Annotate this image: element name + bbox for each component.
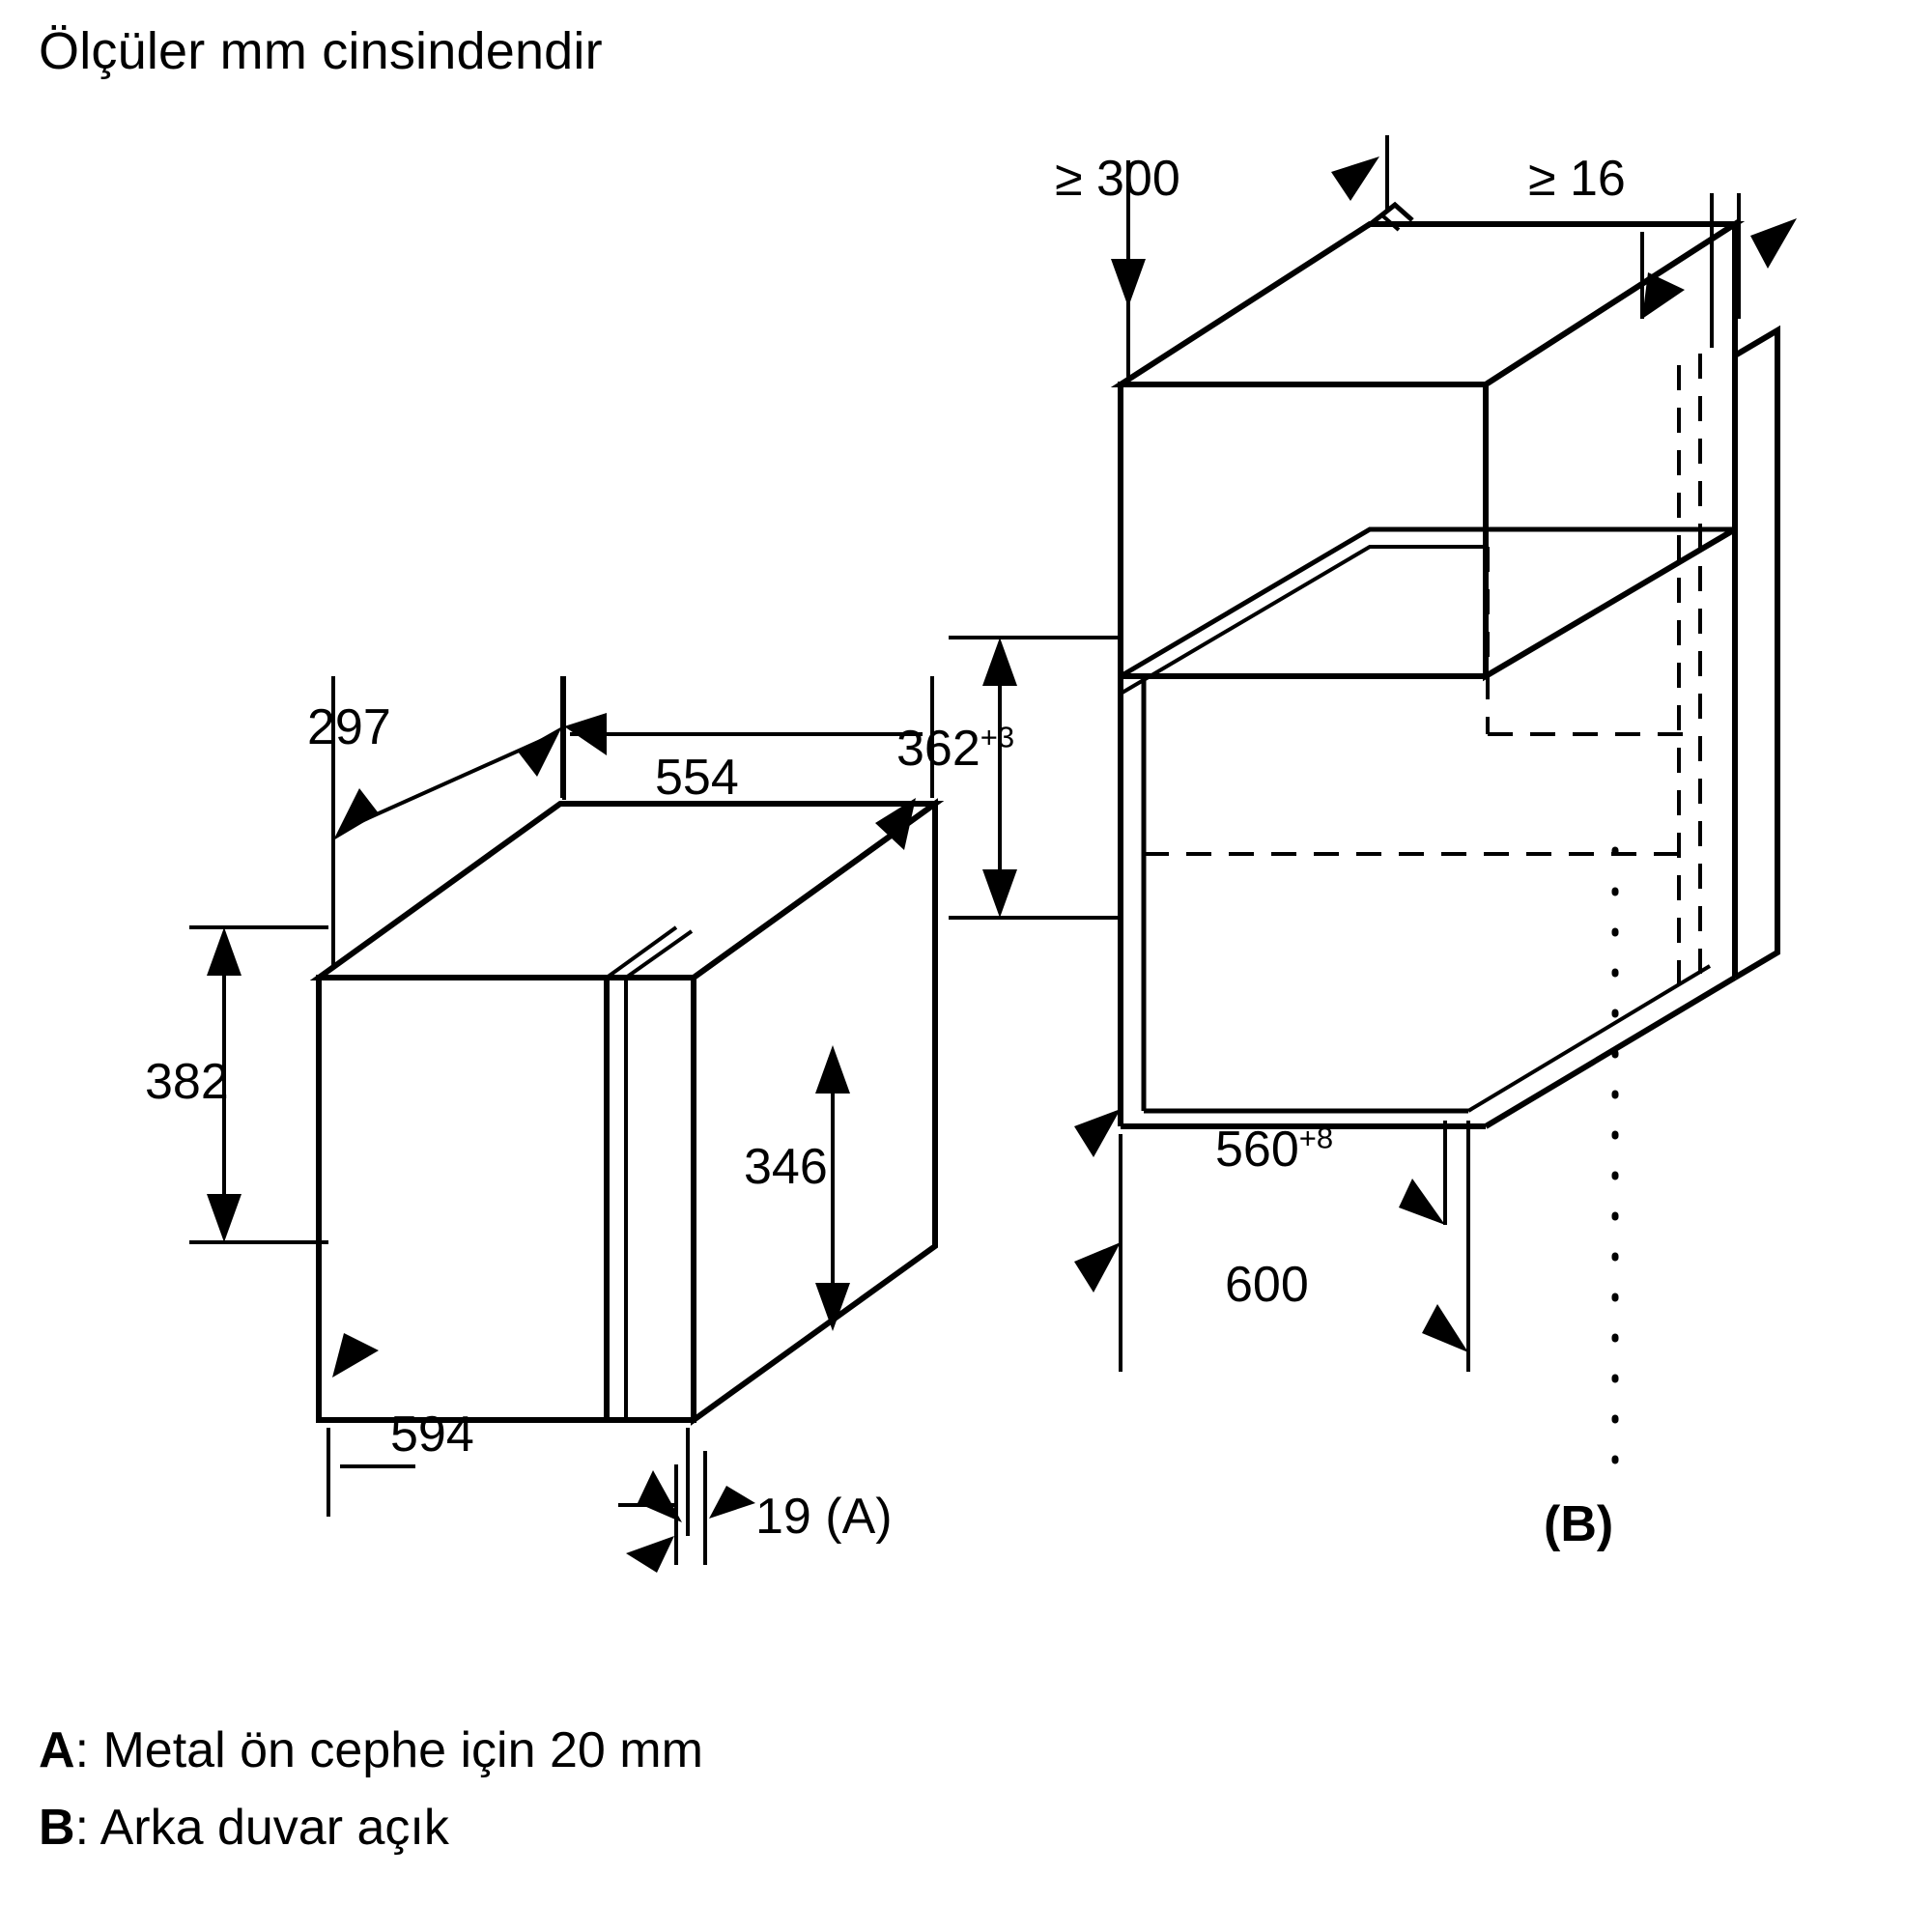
dim-19 — [676, 1451, 705, 1565]
dim-594 — [328, 1381, 688, 1536]
dim-16 — [1642, 193, 1739, 348]
dim-594-arrows — [332, 1333, 682, 1522]
dim-362-leaders — [949, 614, 1121, 676]
legend-sep-b: : — [74, 1800, 100, 1856]
dim-label-297: 297 — [307, 699, 391, 755]
legend-item-a — [39, 1721, 703, 1779]
dim-label-16: ≥ 16 — [1528, 151, 1626, 207]
dim-554 — [564, 676, 932, 800]
dim-label-600: 600 — [1225, 1257, 1309, 1313]
legend-text-b: Arka duvar açık — [99, 1800, 449, 1856]
legend-item-b — [39, 1799, 449, 1857]
dim-label-382: 382 — [145, 1054, 229, 1110]
cabinet-outline — [1121, 205, 1777, 1126]
legend-text-a: Metal ön cephe için 20 mm — [102, 1722, 703, 1778]
dim-label-19: 19 (A) — [755, 1489, 893, 1545]
legend-key-b: B — [39, 1800, 75, 1856]
dim-label-554: 554 — [655, 750, 739, 806]
dim-label-594: 594 — [390, 1406, 474, 1463]
dim-label-362: $362^{+3}$ — [896, 720, 1015, 777]
dim-label-300: ≥ 300 — [1055, 151, 1180, 207]
callout-label-B: (B) — [1544, 1496, 1614, 1552]
legend-key-a: A — [39, 1722, 75, 1778]
appliance-body — [319, 804, 935, 1420]
legend-sep-a: : — [74, 1722, 103, 1778]
dim-label-560: $560^{+8}$ — [1215, 1121, 1334, 1178]
dim-label-346: 346 — [744, 1139, 828, 1195]
page-title: Ölçüler mm cinsindendir — [39, 22, 603, 80]
